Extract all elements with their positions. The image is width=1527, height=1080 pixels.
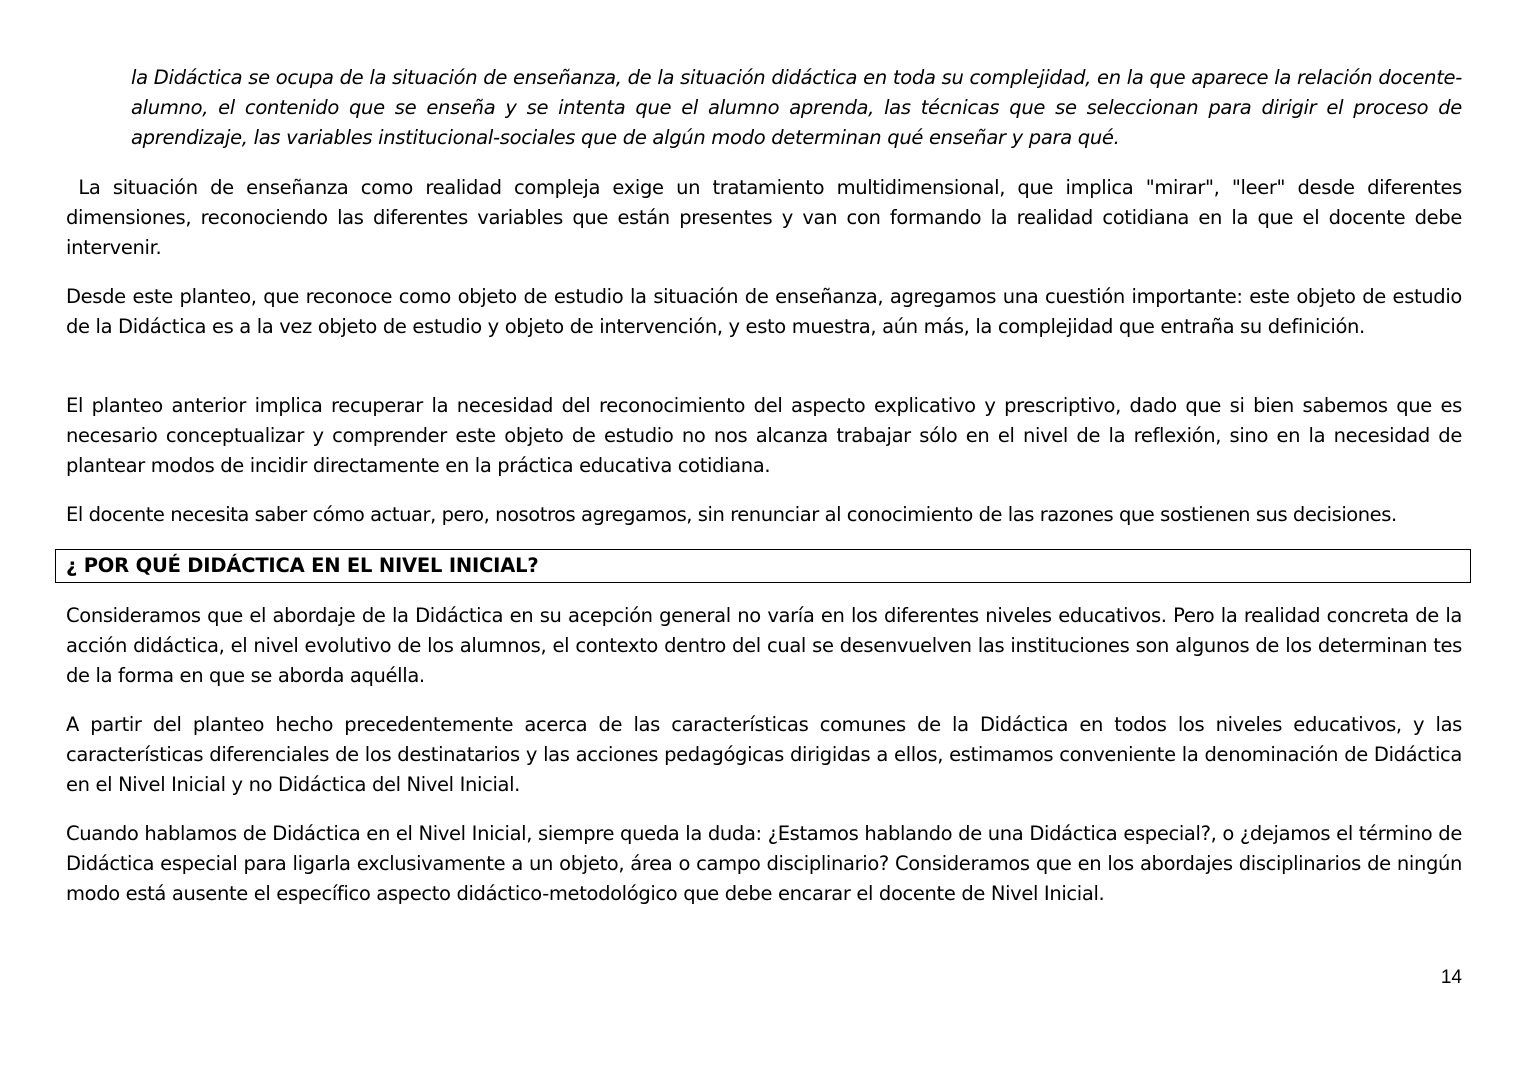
paragraph-situacion-ensenanza: La situación de enseñanza como realidad compleja exige un tratamiento multidimensional, que implica "mirar", "leer" desde diferentes dimensiones, reconociendo las diferentes variables que están presentes y van con formando la realidad cotidiana en la que el docente debe intervenir. <box>66 176 1468 259</box>
paragraph-planteo-precedente: A partir del planteo hecho precedentemente acerca de las características comunes de la Didáctica en todos los niveles educativos, y las características diferenciales de los destinatarios y las acciones pedagógicas dirigidas a ellos, estimamos conveniente la denominación de Didáctica en el Nivel Inicial y no Didáctica del Nivel Inicial. <box>66 713 1462 796</box>
paragraph-planteo-anterior: El planteo anterior implica recuperar la necesidad del reconocimiento del aspecto explicativo y prescriptivo, dado que si bien sabemos que es necesario conceptualizar y comprender este objeto de estudio no nos alcanza trabajar sólo en el nivel de la reflexión, sino en la necesidad de plantear modos de incidir directamente en la práctica educativa cotidiana. <box>66 394 1462 477</box>
section-heading-box <box>55 549 1471 583</box>
section-heading: ¿ POR QUÉ DIDÁCTICA EN EL NIVEL INICIAL? <box>66 554 539 577</box>
paragraph-docente-necesita: El docente necesita saber cómo actuar, pero, nosotros agregamos, sin renunciar al conocimiento de las razones que sostienen sus decisiones. <box>66 503 1397 526</box>
page-number: 14 <box>1440 967 1462 988</box>
paragraph-abordaje-didactica: Consideramos que el abordaje de la Didáctica en su acepción general no varía en los diferentes niveles educativos. Pero la realidad concreta de la acción didáctica, el nivel evolutivo de los alumnos, el contexto dentro del cual se desenvuelven las instituciones son algunos de los determinan tes de la forma en que se aborda aquélla. <box>66 604 1462 687</box>
paragraph-objeto-estudio: Desde este planteo, que reconoce como objeto de estudio la situación de enseñanza, agregamos una cuestión importante: este objeto de estudio de la Didáctica es a la vez objeto de estudio y objeto de intervención, y esto muestra, aún más, la complejidad que entraña su definición. <box>66 285 1462 338</box>
paragraph-didactica-especial: Cuando hablamos de Didáctica en el Nivel Inicial, siempre queda la duda: ¿Estamos hablando de una Didáctica especial?, o ¿dejamos el término de Didáctica especial para ligarla exclusivamente a un objeto, área o campo disciplinario? Consideramos que en los abordajes disciplinarios de ningún modo está ausente el específico aspecto didáctico-metodológico que debe encarar el docente de Nivel Inicial. <box>66 822 1462 905</box>
italic-quote-paragraph: la Didáctica se ocupa de la situación de enseñanza, de la situación didáctica en toda su complejidad, en la que aparece la relación docente-alumno, el contenido que se enseña y se intenta que el alumno aprenda, las técnicas que se seleccionan para dirigir el proceso de aprendizaje, las variables institucional-sociales que de algún modo determinan qué enseñar y para qué. <box>131 66 1462 149</box>
